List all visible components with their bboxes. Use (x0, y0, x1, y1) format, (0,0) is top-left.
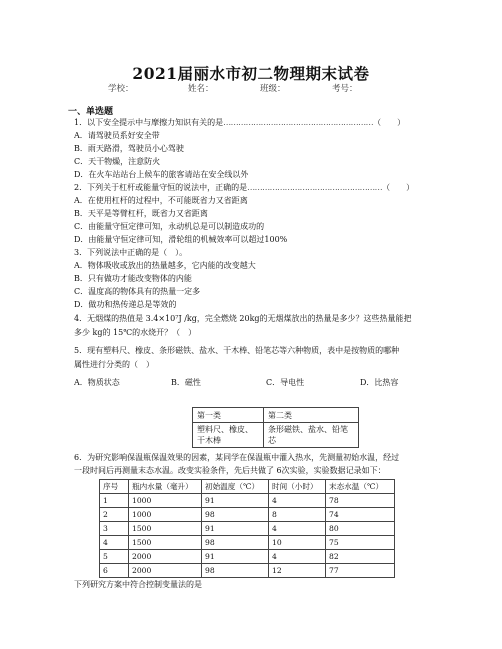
table-row (100, 494, 395, 508)
table-cell: 第一类 (193, 408, 264, 423)
q1-option-d: D．在火车站站台上候车的旅客请站在安全线以外 (74, 170, 249, 179)
table-cell: 6 (100, 564, 129, 578)
table-cell: 2000 (129, 550, 202, 564)
q2-option-d: D．由能量守恒定律可知，滑轮组的机械效率可以超过100% (74, 235, 288, 244)
student-info-row (108, 82, 408, 94)
q6-data-table (99, 479, 395, 578)
table-row (100, 522, 395, 536)
table-row (100, 536, 395, 550)
table-row (100, 508, 395, 522)
table-header-cell: 瓶内水量（毫升） (129, 480, 202, 494)
table-cell: 4 (269, 494, 326, 508)
question-1-stem: 1．以下安全提示中与摩擦力知识有关的是……………………………………………………（ ） (74, 118, 406, 127)
table-cell: 82 (326, 550, 395, 564)
table-cell: 98 (202, 508, 269, 522)
table-header-cell: 序号 (100, 480, 129, 494)
q5-classification-table (192, 407, 359, 448)
q1-option-b: B．雨天路滑，驾驶员小心驾驶 (74, 144, 184, 153)
q2-option-c: C．由能量守恒定律可知，永动机总是可以制造成功的 (74, 222, 265, 231)
table-cell: 80 (326, 522, 395, 536)
table-header-row (100, 480, 395, 494)
question-2-stem: 2．下列关于杠杆或能量守恒的说法中，正确的是………………………………………………（ ） (74, 183, 415, 192)
q2-option-b: B．天平是等臂杠杆，既省力又省距离 (74, 209, 208, 218)
question-3-stem: 3．下列说法中正确的是（ ）。 (74, 248, 188, 257)
table-cell: 2 (100, 508, 129, 522)
table-row (193, 408, 359, 423)
table-cell: 1500 (129, 536, 202, 550)
question-6-line-1: 6．为研究影响保温瓶保温效果的因素，某同学在保温瓶中灌入热水，先测量初始水温，经过 (74, 453, 400, 462)
table-cell: 1000 (129, 494, 202, 508)
q5-options (74, 378, 436, 388)
id-label: 考号： (332, 84, 358, 94)
q3-option-c: C．温度高的物体具有的热量一定多 (74, 287, 201, 296)
table-cell: 75 (326, 536, 395, 550)
question-5-line-2: 属性进行分类的（ ） (74, 360, 154, 369)
q5-option-d: D．比热容 (360, 378, 399, 387)
table-cell: 91 (202, 550, 269, 564)
table-cell: 12 (269, 564, 326, 578)
table-cell: 74 (326, 508, 395, 522)
table-row (100, 564, 395, 578)
table-cell: 第二类 (264, 408, 359, 423)
table-cell: 98 (202, 536, 269, 550)
table-cell: 条形磁铁、盐水、铅笔芯 (264, 423, 359, 448)
q3-option-d: D．做功和热传递总是等效的 (74, 300, 177, 309)
school-label: 学校： (108, 84, 134, 94)
question-4-line-2: 多少 kg的 15℃的水烧开？（ ） (74, 328, 197, 337)
q5-option-c: C．导电性 (266, 378, 305, 387)
table-cell: 4 (100, 536, 129, 550)
table-row (100, 550, 395, 564)
q5-option-b: B．磁性 (171, 378, 201, 387)
table-cell: 5 (100, 550, 129, 564)
table-cell: 1 (100, 494, 129, 508)
q1-option-c: C．天干物燥，注意防火 (74, 157, 161, 166)
q3-option-b: B．只有做功才能改变物体的内能 (74, 274, 192, 283)
question-6-followup: 下列研究方案中符合控制变量法的是 (74, 580, 202, 589)
table-cell: 3 (100, 522, 129, 536)
name-label: 姓名： (188, 84, 214, 94)
table-cell: 98 (202, 564, 269, 578)
question-4-line-1: 4．无烟煤的热值是 3.4×10⁷J /kg，完全燃烧 20kg的无烟煤放出的热量是多少？这些热量能把 (74, 314, 412, 323)
q1-option-a: A．请驾驶员系好安全带 (74, 131, 160, 140)
table-cell: 8 (269, 508, 326, 522)
table-header-cell: 末态水温（℃） (326, 480, 395, 494)
table-cell: 4 (269, 522, 326, 536)
class-label: 班级： (260, 84, 286, 94)
table-cell: 78 (326, 494, 395, 508)
table-cell: 塑料尺、橡皮、干木棒 (193, 423, 264, 448)
question-6-line-2: 一段时间后再测量末态水温。改变实验条件，先后共做了 6次实验，实验数据记录如下： (74, 466, 386, 475)
table-header-cell: 时间（小时） (269, 480, 326, 494)
table-row (193, 423, 359, 448)
table-cell: 1500 (129, 522, 202, 536)
table-cell: 4 (269, 550, 326, 564)
table-cell: 1000 (129, 508, 202, 522)
exam-title: 2021届丽水市初二物理期末试卷 (132, 64, 370, 83)
question-5-line-1: 5．现有塑料尺、橡皮、条形磁铁、盐水、干木棒、铅笔芯等六种物质，表中是按物质的哪种 (74, 346, 400, 355)
q2-option-a: A．在使用杠杆的过程中，不可能既省力又省距离 (74, 196, 248, 205)
table-cell: 10 (269, 536, 326, 550)
q5-option-a: A．物质状态 (74, 378, 120, 387)
table-cell: 91 (202, 522, 269, 536)
section-heading: 一、单选题 (68, 107, 114, 117)
table-cell: 2000 (129, 564, 202, 578)
table-cell: 91 (202, 494, 269, 508)
table-cell: 77 (326, 564, 395, 578)
q3-option-a: A．物体吸收或放出的热量越多，它内能的改变越大 (74, 261, 256, 270)
table-header-cell: 初始温度（℃） (202, 480, 269, 494)
